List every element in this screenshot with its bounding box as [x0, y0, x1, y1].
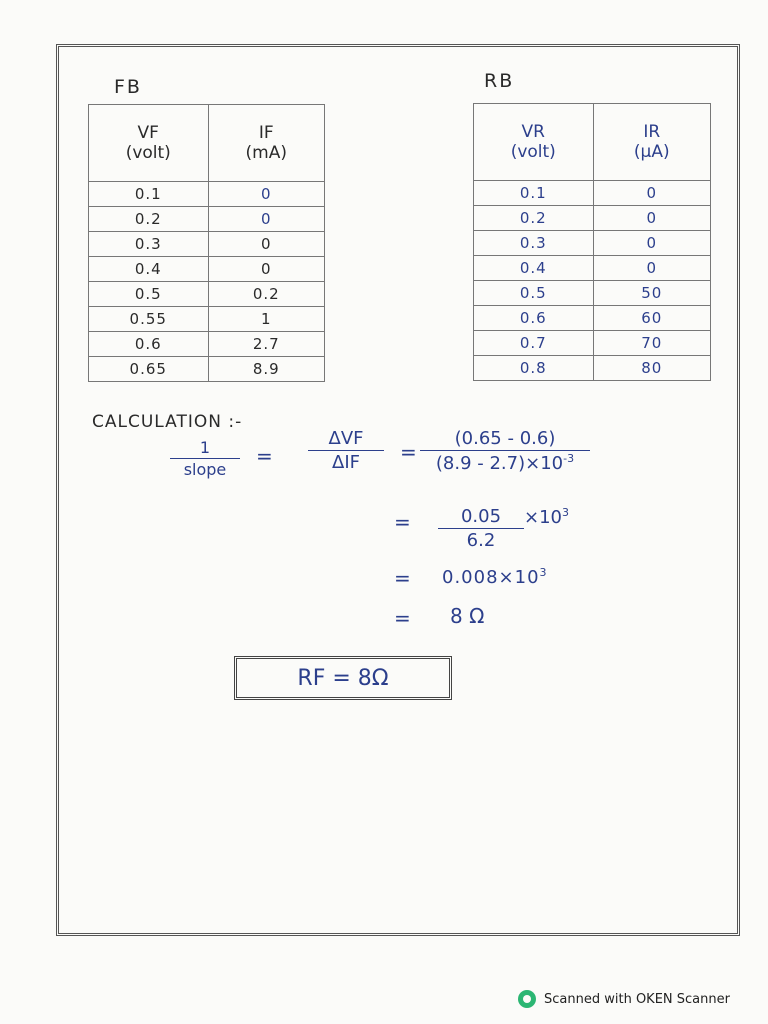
table-row	[89, 307, 325, 332]
rb-vr-cell: 0.8	[474, 356, 594, 381]
oken-logo-icon	[518, 990, 536, 1008]
rb-heading: RB	[484, 70, 515, 92]
fb-if-cell: 2.7	[208, 332, 325, 357]
rb-vr-cell: 0.7	[474, 331, 594, 356]
rb-vr-cell: 0.5	[474, 281, 594, 306]
table-row	[474, 256, 711, 281]
fb-vf-cell: 0.65	[89, 357, 209, 382]
rb-col-vr-header	[474, 104, 594, 181]
rb-table	[473, 103, 711, 381]
equals-sign: =	[394, 510, 411, 534]
product-exponent: 3	[539, 566, 548, 579]
table-row	[89, 232, 325, 257]
fb-if-cell: 0	[208, 232, 325, 257]
calculation-title: CALCULATION :-	[92, 412, 243, 432]
simplified-multiplier	[524, 506, 569, 528]
fb-if-cell: 0	[208, 182, 325, 207]
table-row	[89, 207, 325, 232]
rb-col-ir-header	[593, 104, 710, 181]
rb-vr-cell: 0.6	[474, 306, 594, 331]
delta-fraction	[308, 428, 384, 473]
rb-ir-cell: 0	[593, 206, 710, 231]
table-row	[89, 182, 325, 207]
table-row	[474, 356, 711, 381]
lhs-numerator: 1	[170, 438, 240, 459]
substitution-fraction	[420, 428, 590, 474]
result-box	[234, 656, 452, 700]
substitution-denominator-text: (8.9 - 2.7)×10	[435, 453, 564, 474]
fb-vf-cell: 0.2	[89, 207, 209, 232]
product-value-text: 0.008×10	[442, 567, 540, 588]
substitution-exponent: -3	[563, 452, 575, 465]
fb-col1-header: VF (volt)	[125, 123, 171, 163]
rb-ir-cell: 70	[593, 331, 710, 356]
table-row	[474, 231, 711, 256]
fb-vf-cell: 0.1	[89, 182, 209, 207]
fb-col-if-header	[208, 105, 325, 182]
rb-ir-cell: 0	[593, 256, 710, 281]
table-row	[474, 306, 711, 331]
rb-vr-cell: 0.1	[474, 181, 594, 206]
fb-if-cell: 1	[208, 307, 325, 332]
scanner-watermark-text: Scanned with OKEN Scanner	[544, 991, 730, 1007]
final-value: 8 Ω	[450, 604, 485, 628]
substitution-denominator	[420, 451, 590, 474]
table-row	[89, 282, 325, 307]
equals-sign: =	[394, 606, 411, 630]
rb-vr-cell: 0.2	[474, 206, 594, 231]
fb-vf-cell: 0.6	[89, 332, 209, 357]
rb-ir-cell: 80	[593, 356, 710, 381]
table-row	[474, 281, 711, 306]
fb-if-cell: 0	[208, 257, 325, 282]
fb-vf-cell: 0.4	[89, 257, 209, 282]
table-row	[474, 206, 711, 231]
lhs-fraction	[170, 438, 240, 479]
result-text: RF = 8Ω	[297, 665, 389, 691]
fb-if-cell: 8.9	[208, 357, 325, 382]
simplified-numerator: 0.05	[438, 506, 524, 529]
rb-ir-cell: 0	[593, 181, 710, 206]
equals-sign: =	[400, 440, 417, 464]
fb-table	[88, 104, 325, 382]
fb-col-vf-header	[89, 105, 209, 182]
equals-sign: =	[256, 444, 273, 468]
simplified-fraction	[438, 506, 524, 551]
table-row	[474, 331, 711, 356]
rb-col1-header: VR (volt)	[510, 122, 556, 162]
table-row	[89, 257, 325, 282]
rb-col2-header: IR (μA)	[633, 122, 670, 162]
fb-heading: FB	[114, 76, 142, 98]
lhs-denominator: slope	[183, 460, 227, 479]
table-row	[89, 357, 325, 382]
fb-vf-cell: 0.5	[89, 282, 209, 307]
simplified-denominator: 6.2	[466, 530, 496, 551]
simplified-multiplier-text: ×10	[524, 507, 562, 528]
rb-ir-cell: 50	[593, 281, 710, 306]
substitution-numerator: (0.65 - 0.6)	[420, 428, 590, 451]
fb-col2-header: IF (mA)	[245, 123, 287, 163]
rb-vr-cell: 0.4	[474, 256, 594, 281]
product-value	[442, 566, 548, 588]
fb-vf-cell: 0.3	[89, 232, 209, 257]
rb-ir-cell: 0	[593, 231, 710, 256]
scanner-watermark	[518, 990, 730, 1008]
table-row	[474, 181, 711, 206]
fb-if-cell: 0.2	[208, 282, 325, 307]
fb-if-cell: 0	[208, 207, 325, 232]
delta-numerator: ΔVF	[308, 428, 384, 451]
table-row	[89, 332, 325, 357]
fb-vf-cell: 0.55	[89, 307, 209, 332]
simplified-exponent: 3	[562, 506, 569, 519]
delta-denominator: ΔIF	[332, 452, 360, 473]
rb-ir-cell: 60	[593, 306, 710, 331]
rb-vr-cell: 0.3	[474, 231, 594, 256]
equals-sign: =	[394, 566, 411, 590]
